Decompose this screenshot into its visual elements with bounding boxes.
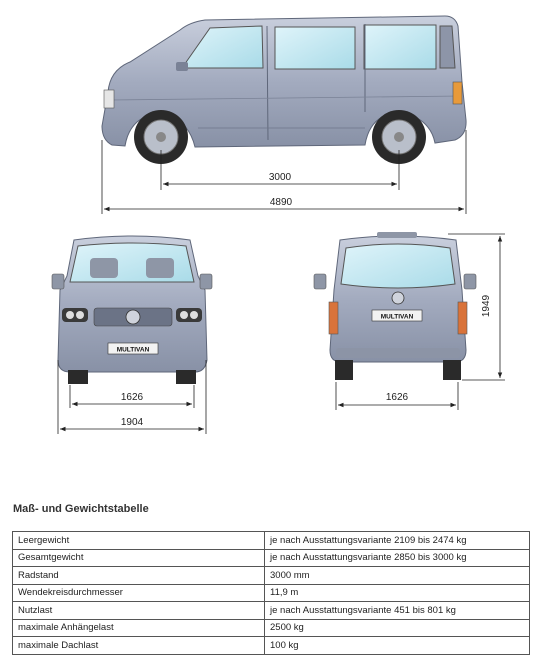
front-mirror-left (52, 274, 64, 289)
spec-value: je nach Ausstattungsvariante 2850 bis 3000 kg (265, 549, 530, 567)
front-logo-icon (126, 310, 140, 324)
spec-value: 3000 mm (265, 567, 530, 585)
spec-label: Wendekreisdurchmesser (13, 584, 265, 602)
rear-track-label: 1626 (385, 392, 409, 403)
table-row (13, 532, 530, 550)
spec-table (12, 531, 530, 655)
spec-value: 11,9 m (265, 584, 530, 602)
rear-plate-text: MULTIVAN (380, 313, 414, 321)
table-row (13, 619, 530, 637)
spec-value: je nach Ausstattungsvariante 451 bis 801 kg (265, 602, 530, 620)
spec-label: Nutzlast (13, 602, 265, 620)
side-window-2 (275, 27, 355, 69)
height-label: 1949 (481, 294, 492, 318)
spec-value: je nach Ausstattungsvariante 2109 bis 2474 kg (265, 532, 530, 550)
front-windshield (70, 243, 194, 282)
spec-label: Gesamtgewicht (13, 549, 265, 567)
spec-value: 2500 kg (265, 619, 530, 637)
section-title: Maß- und Gewichtstabelle (13, 503, 149, 515)
rear-mirror-left (314, 274, 326, 289)
side-view (102, 16, 466, 214)
table-row (13, 567, 530, 585)
side-mirror (176, 62, 188, 71)
front-mirror-right (200, 274, 212, 289)
table-row (13, 637, 530, 655)
spec-label: maximale Dachlast (13, 637, 265, 655)
table-row (13, 584, 530, 602)
spec-value: 100 kg (265, 637, 530, 655)
table-row (13, 602, 530, 620)
rear-logo-icon (392, 292, 404, 304)
front-view (52, 236, 212, 434)
spec-label: Radstand (13, 567, 265, 585)
spec-label: maximale Anhängelast (13, 619, 265, 637)
width-label: 1904 (120, 417, 144, 428)
front-track-label: 1626 (120, 392, 144, 403)
rear-window (341, 244, 455, 288)
spec-label: Leergewicht (13, 532, 265, 550)
front-plate-text: MULTIVAN (116, 346, 150, 354)
wheelbase-label: 3000 (268, 172, 292, 183)
rear-view (314, 232, 505, 410)
rear-mirror-right (464, 274, 476, 289)
side-window-3 (364, 25, 436, 69)
length-label: 4890 (269, 197, 293, 208)
table-row (13, 549, 530, 567)
